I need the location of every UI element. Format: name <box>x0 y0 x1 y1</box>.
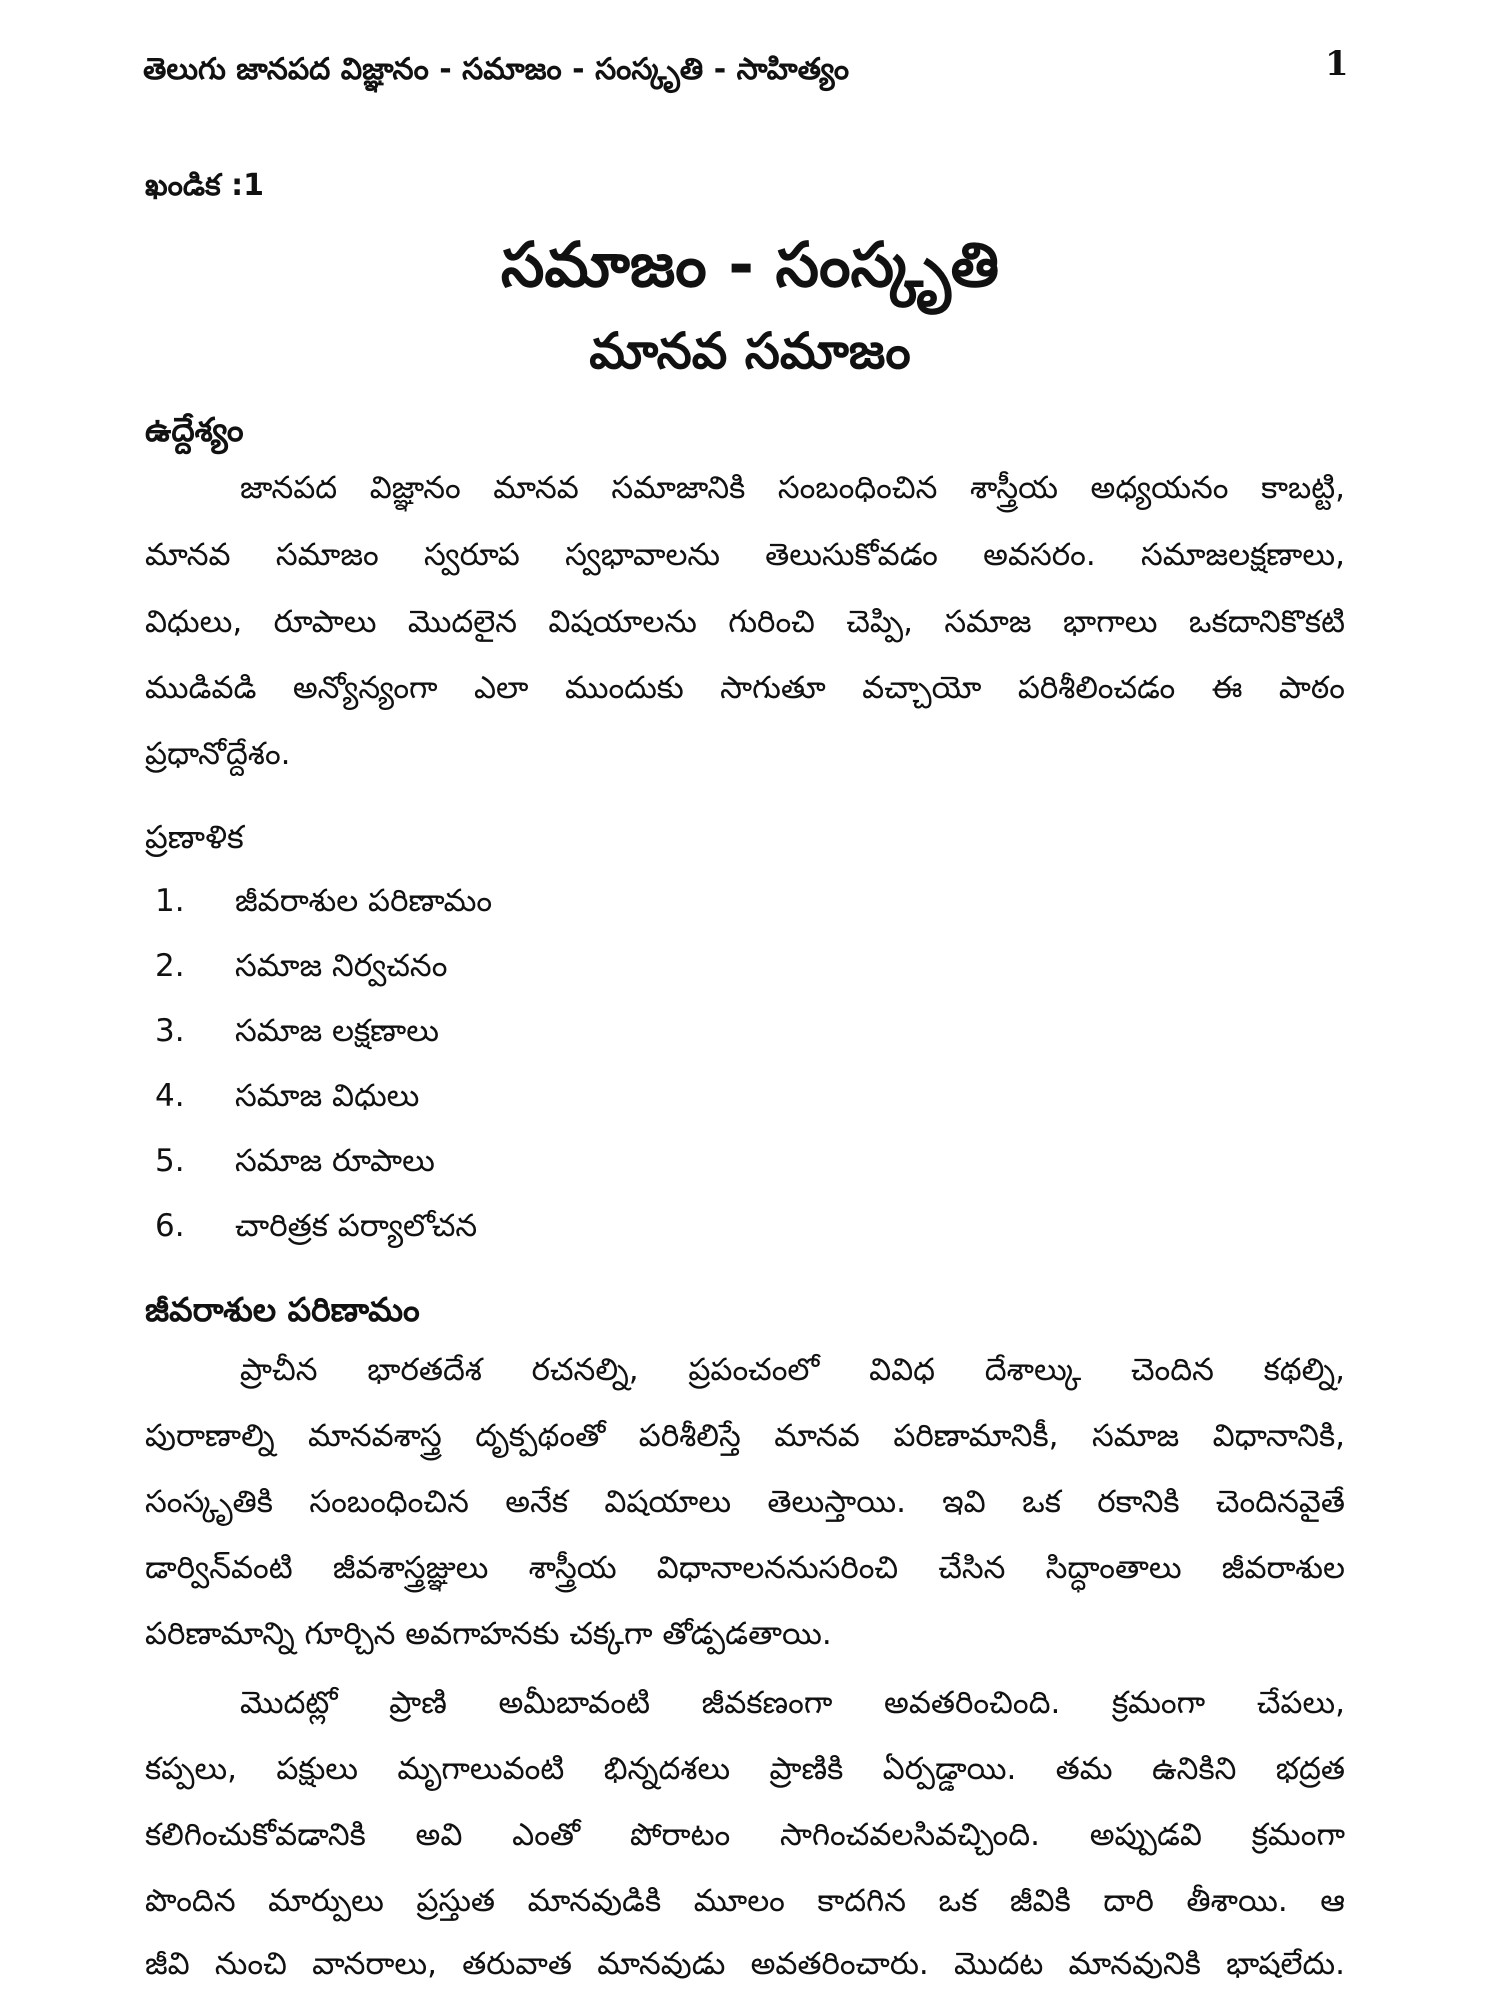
plan-list-item <box>155 1143 435 1186</box>
plan-list-item <box>155 948 447 991</box>
list-item-text: సమాజ లక్షణాలు <box>235 1013 440 1049</box>
plan-heading: ప్రణాళిక <box>145 818 244 856</box>
evolution-para2-line: కప్పలు, పక్షులు మృగాలువంటి భిన్నదశలు ప్రాణికి ఏర్పడ్డాయి. తమ ఉనికిని భద్రత <box>145 1751 1345 1787</box>
evolution-para1-line: పురాణాల్ని మానవశాస్త్ర దృక్పథంతో పరిశీలిస్తే మానవ పరిణామానికీ, సమాజ విధానానికి, <box>145 1418 1345 1454</box>
evolution-para2-line: మొదట్లో ప్రాణి అమీబావంటి జీవకణంగా అవతరించింది. క్రమంగా చేపలు, <box>240 1685 1345 1721</box>
evolution-para2-line: జీవి నుంచి వానరాలు, తరువాత మానవుడు అవతరించారు. మొదట మానవునికి భాషలేదు. <box>145 1946 1345 1982</box>
list-item-text: సమాజ రూపాలు <box>235 1143 435 1179</box>
list-item-text: సమాజ విధులు <box>235 1078 420 1114</box>
plan-list-item <box>155 1013 439 1056</box>
objective-line: జానపద విజ్ఞానం మానవ సమాజానికి సంబంధించిన శాస్త్రీయ అధ్యయనం కాబట్టి, <box>240 470 1345 506</box>
list-item-number: 4. <box>155 1078 185 1114</box>
plan-list-item <box>155 883 492 926</box>
list-item-number: 2. <box>155 948 185 984</box>
objective-line: విధులు, రూపాలు మొదలైన విషయాలను గురించి చెప్పి, సమాజ భాగాలు ఒకదానికొకటి <box>145 604 1345 640</box>
plan-list-item <box>155 1208 477 1251</box>
evolution-heading: జీవరాశుల పరిణామం <box>145 1290 420 1329</box>
evolution-para2-line: కలిగించుకోవడానికి అవి ఎంతో పోరాటం సాగించవలసివచ్చింది. అప్పుడవి క్రమంగా <box>145 1817 1345 1853</box>
list-item-text: జీవరాశుల పరిణామం <box>235 883 493 919</box>
evolution-para1-line: డార్విన్‌వంటి జీవశాస్త్రజ్ఞులు శాస్త్రీయ విధానాలననుసరించి చేసిన సిద్ధాంతాలు జీవరాశుల <box>145 1550 1345 1586</box>
chapter-title: సమాజం - సంస్కృతి <box>500 228 1000 301</box>
objective-heading: ఉద్దేశ్యం <box>145 410 244 449</box>
evolution-para1-line: సంస్కృతికి సంబంధించిన అనేక విషయాలు తెలుస్తాయి. ఇవి ఒక రకానికి చెందినవైతే <box>145 1484 1345 1520</box>
list-item-number: 6. <box>155 1208 185 1244</box>
chapter-subtitle: మానవ సమాజం <box>589 322 911 380</box>
list-item-text: చారిత్రక పర్యాలోచన <box>235 1208 478 1244</box>
list-item-number: 1. <box>155 883 185 919</box>
list-item-number: 5. <box>155 1143 185 1179</box>
objective-line: మానవ సమాజం స్వరూప స్వభావాలను తెలుసుకోవడం అవసరం. సమాజలక్షణాలు, <box>145 537 1345 573</box>
unit-label: ఖండిక :1 <box>145 168 265 203</box>
objective-line: ప్రధానోద్దేశం. <box>145 736 291 772</box>
running-head: తెలుగు జానపద విజ్ఞానం - సమాజం - సంస్కృతి - సాహిత్యం <box>143 52 850 87</box>
objective-line: ముడివడి అన్యోన్యంగా ఎలా ముందుకు సాగుతూ వచ్చాయో పరిశీలించడం ఈ పాఠం <box>145 670 1345 706</box>
evolution-para1-line: ప్రాచీన భారతదేశ రచనల్ని, ప్రపంచంలో వివిధ దేశాల్కు చెందిన కథల్ని, <box>240 1352 1345 1388</box>
page-number: 1 <box>1325 44 1349 84</box>
list-item-text: సమాజ నిర్వచనం <box>235 948 448 984</box>
plan-list-item <box>155 1078 419 1121</box>
list-item-number: 3. <box>155 1013 185 1049</box>
evolution-para2-line: పొందిన మార్పులు ప్రస్తుత మానవుడికి మూలం కాదగిన ఒక జీవికి దారి తీశాయి. ఆ <box>145 1883 1345 1919</box>
evolution-para1-line: పరిణామాన్ని గూర్చిన అవగాహనకు చక్కగా తోడ్పడతాయి. <box>145 1616 832 1652</box>
